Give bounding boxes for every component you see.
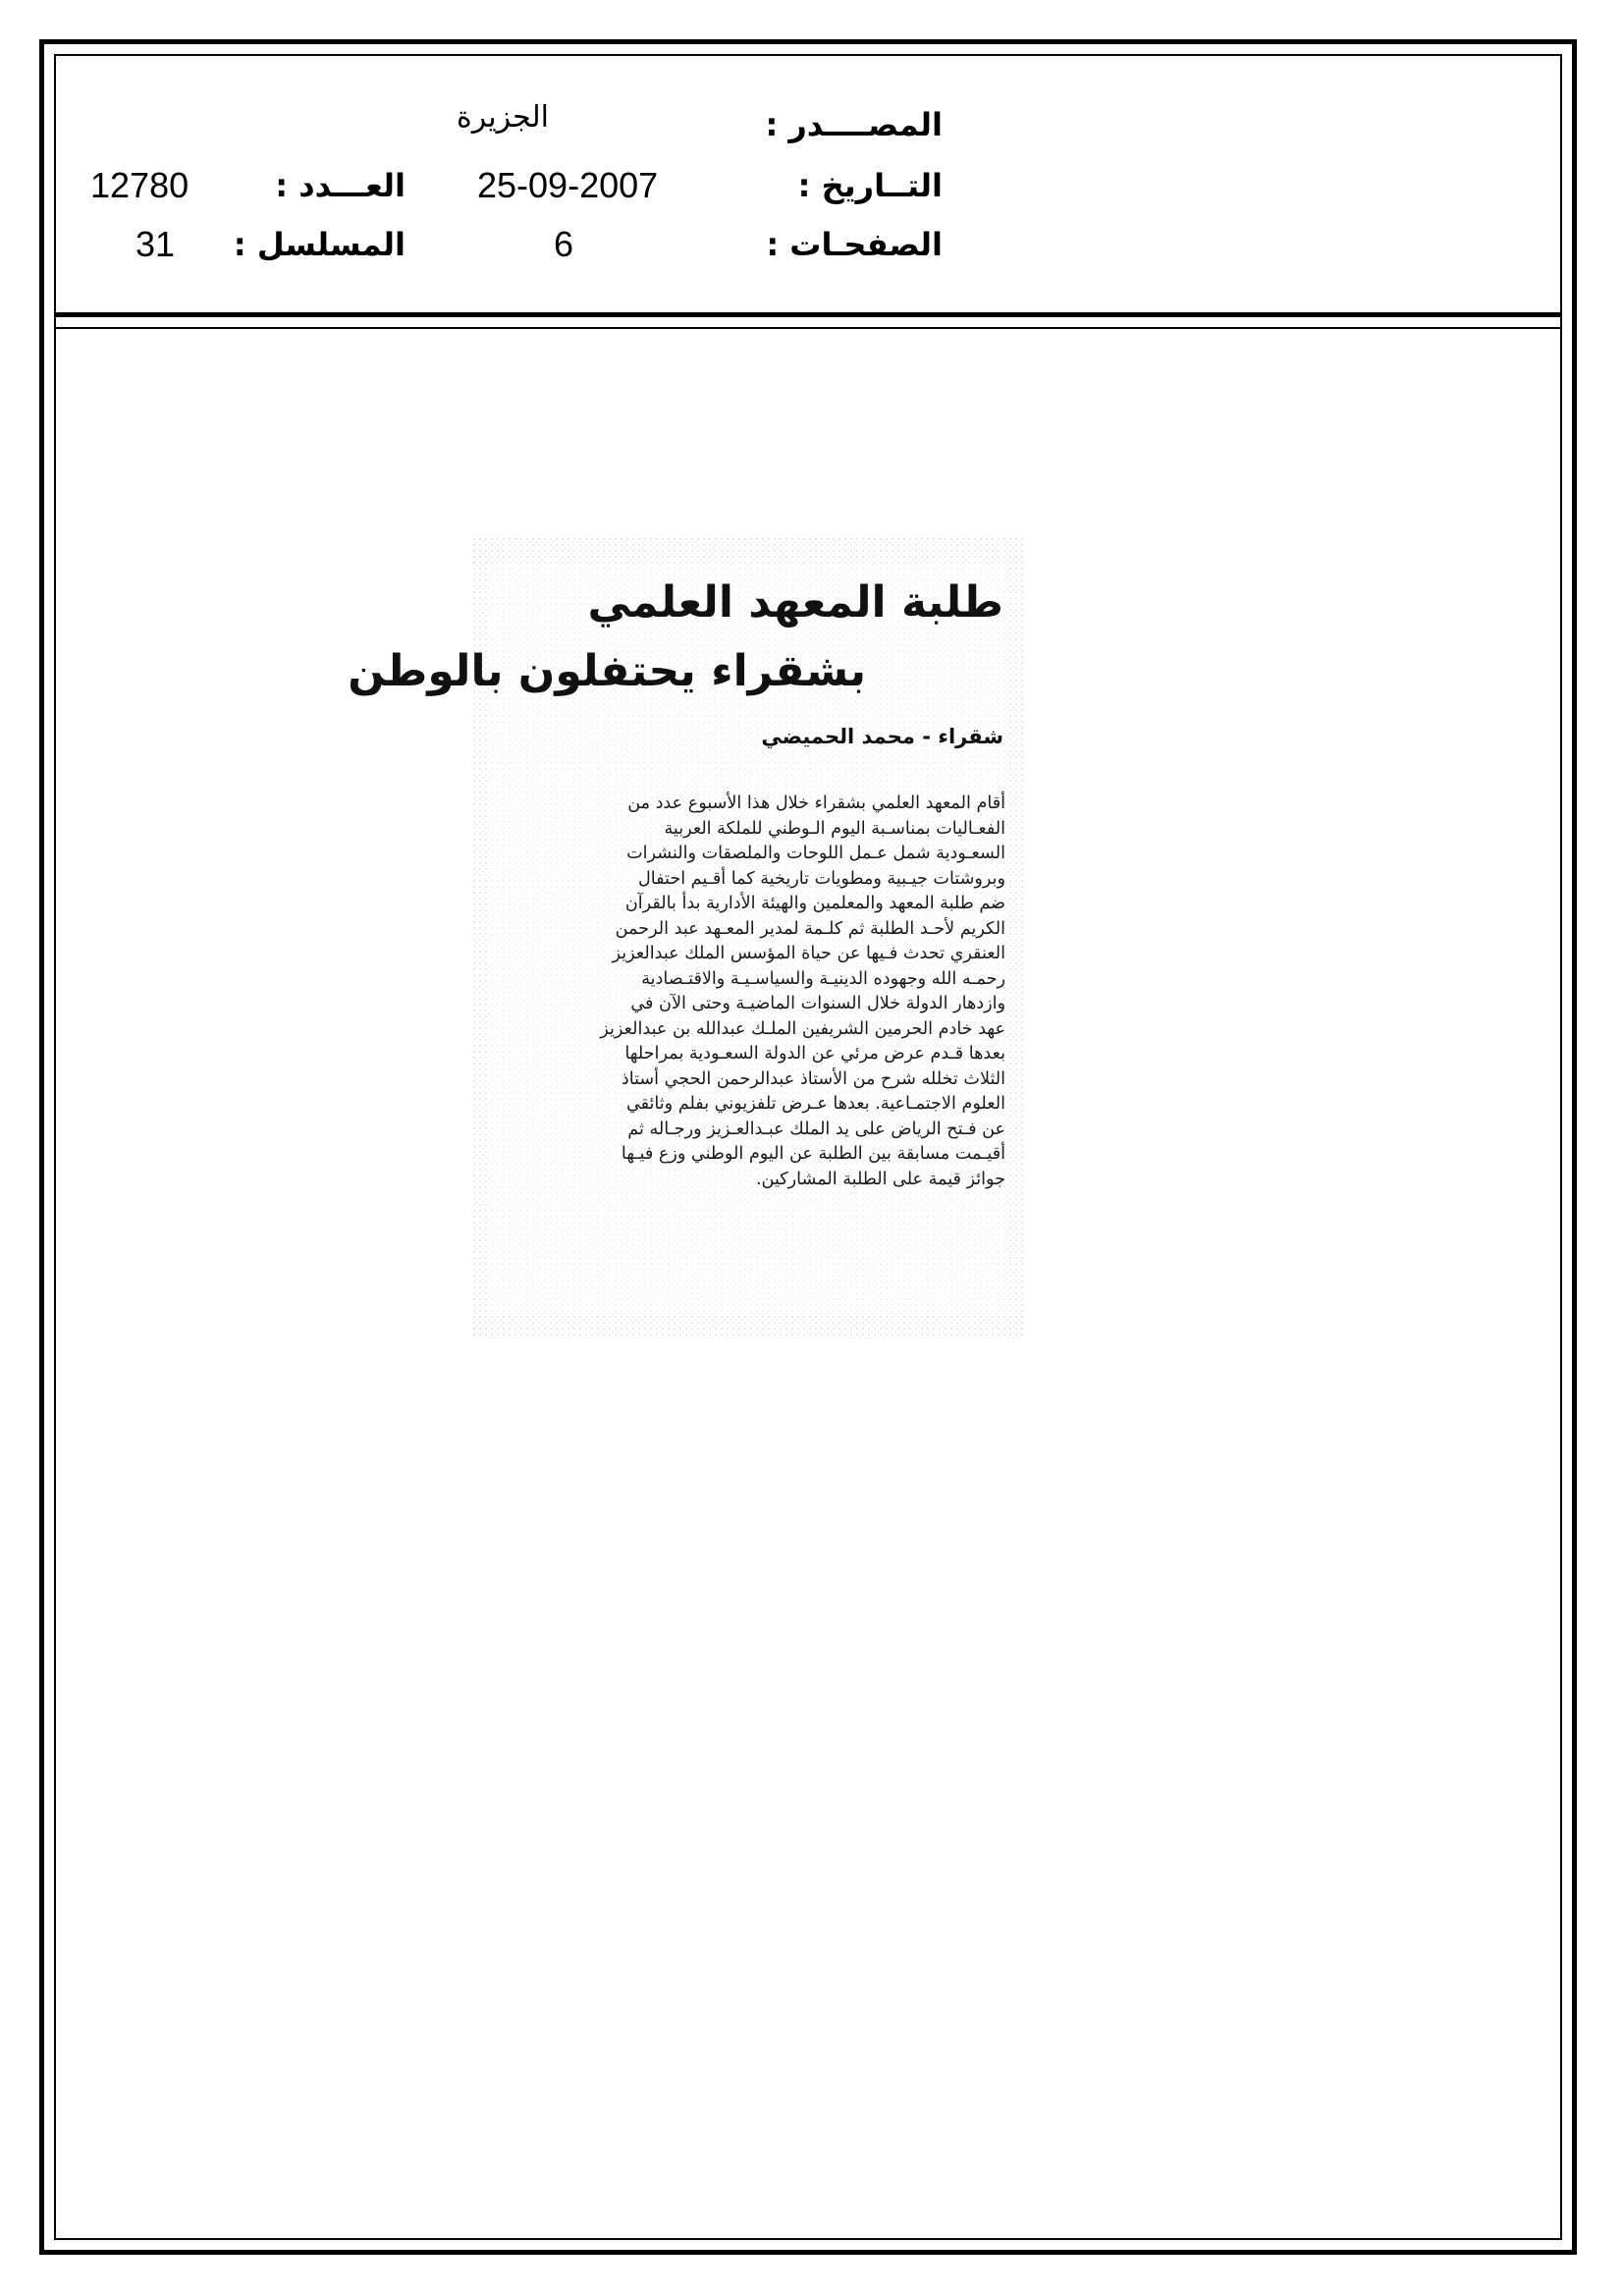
article-body-line: العلوم الاجتمـاعية. بعدها عـرض تلفزيوني بفلم وثائقي: [625, 1094, 1005, 1114]
article-body-line: وازدهار الدولة خلال السنوات الماضيـة وحتى الآن في: [630, 994, 1005, 1013]
article-body-line: الكريم لأحـد الطلبة ثم كلـمة لمدير المعـهد عبد الرحمن: [615, 918, 1005, 939]
header-divider-thin: [54, 327, 1562, 329]
article-body-line: عهد خادم الحرمين الشريفين الملـك عبدالله بن عبدالعزيز: [600, 1018, 1005, 1039]
article-body-line: الثلاث تخلله شرح من الأستاذ عبدالرحمن الحجي أستاذ: [621, 1068, 1005, 1089]
pages-label: الصفحـات :: [766, 226, 943, 263]
article-body-line: ضم طلبة المعهد والمعلمين والهيئة الأدارية بدأ بالقرآن: [624, 894, 1005, 913]
source-label: المصــــدر :: [765, 106, 943, 143]
article-body-line: أقام المعهد العلمي بشقراء خلال هذا الأسبوع عدد من: [627, 793, 1005, 813]
serial-label: المسلسل :: [233, 226, 406, 263]
article-body-line: العنقري تحدث فـيها عن حياة المؤسس الملك عبدالعزيز: [612, 944, 1005, 963]
article-headline-line2: بشقراء يحتفلون بالوطن: [348, 646, 866, 696]
date-label: التــاريخ :: [797, 167, 943, 204]
issue-label: العـــدد :: [275, 167, 406, 204]
article-body-line: رحمـه الله وجهوده الدينيـة والسياسـيـة والاقتـصادية: [641, 968, 1005, 989]
source-value: الجزيرة: [457, 100, 550, 135]
header-divider: [54, 312, 1562, 317]
date-value: 25-09-2007: [477, 165, 659, 205]
article-body-line: أقيـمت مسابقة بين الطلبة عن اليوم الوطني وزع فيـها: [621, 1144, 1005, 1164]
article-body-line: الفعـاليات بمناسـبة اليوم الـوطني للملكة العربية: [664, 818, 1005, 839]
article-body-line: عن فـتح الرياض على يد الملك عبـدالعـزيز ورجـاله ثم: [627, 1119, 1005, 1139]
issue-value: 12780: [90, 165, 189, 205]
article-byline: شقراء - محمد الحميضي: [761, 725, 1003, 748]
article-body: [483, 792, 1005, 1192]
article-headline-line1: طلبة المعهد العلمي: [587, 577, 1003, 628]
serial-value: 31: [135, 224, 176, 264]
article-body-line: وبروشتات جيـبية ومطويات تاريخية كما أقـيم احتفال: [637, 868, 1005, 889]
newspaper-clipping: [348, 538, 1023, 1339]
pages-value: 6: [554, 224, 574, 264]
article-body-line: بعدها قـدم عرض مرئي عن الدولة السعـودية بمراحلها: [624, 1044, 1005, 1064]
article-body-line: السعـودية شمل عـمل اللوحات والملصقات والنشرات: [626, 844, 1005, 863]
article-body-line: جوائز قيمة على الطلبة المشاركين.: [755, 1169, 1005, 1189]
